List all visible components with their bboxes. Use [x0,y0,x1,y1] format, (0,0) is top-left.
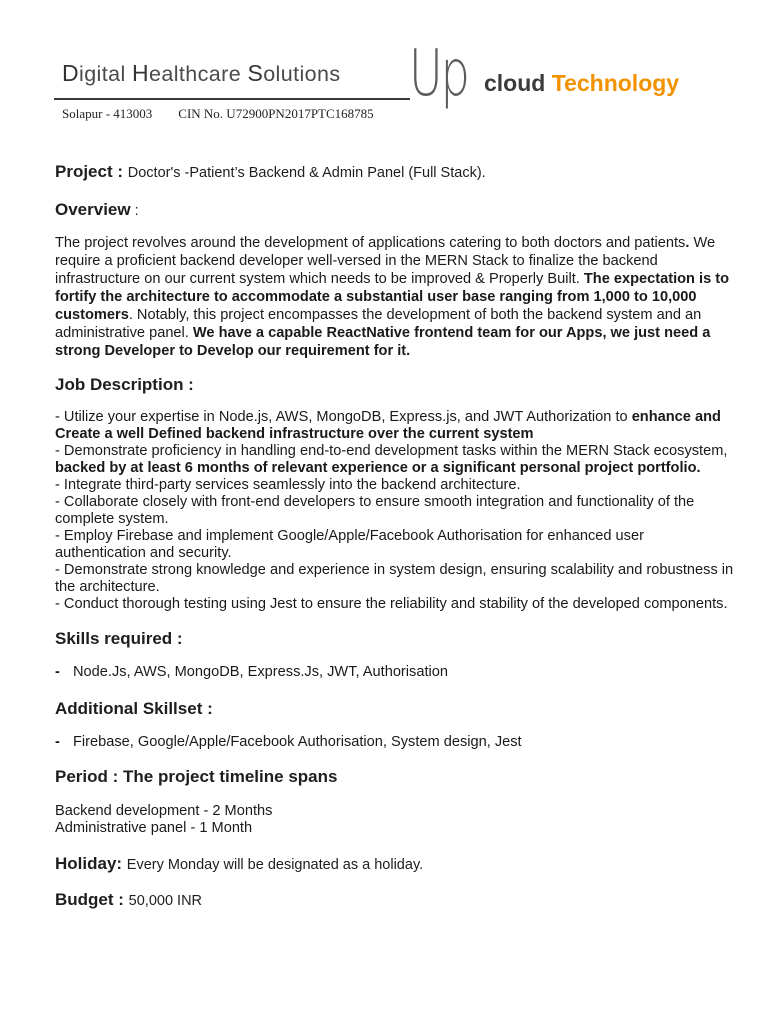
project-heading [55,162,735,182]
additional-skills-heading: Additional Skillset : [55,699,213,718]
address-line [62,106,374,122]
project-label: Project : [55,162,124,181]
cin-number: CIN No. U72900PN2017PTC168785 [178,106,374,121]
holiday-section [55,854,735,874]
body-text: - Demonstrate strong knowledge and experience in system design, ensuring scalability and robustness in the architecture. [55,562,734,595]
budget-heading [55,890,735,910]
job-description-heading: Job Description : [55,375,194,394]
body-text: We require a proficient backend developer well-versed in the MERN Stack to finalize the backend infrastructure on our current system which needs to be improved & Properly Built. [55,235,716,287]
company-name-initial: D [62,60,80,86]
company-name-initial: S [247,60,264,86]
overview-section [55,200,735,360]
skills-heading: Skills required : [55,629,183,648]
job-description-section [55,375,735,613]
body-text: - Collaborate closely with front-end developers to ensure smooth integration and functionality of the complete system. [55,494,695,527]
skills-text: Node.Js, AWS, MongoDB, Express.Js, JWT, Authorisation [73,664,448,680]
list-item [55,733,735,751]
list-item [55,663,735,681]
company-name-part: igital [79,62,133,86]
header-divider [54,98,410,100]
company-name [62,60,341,87]
bold-text: enhance and Create a well Defined backend infrastructure over the current system [55,409,721,442]
body-text: - Utilize your expertise in Node.js, AWS, MongoDB, Express.js, and JWT Authorization to [55,409,632,425]
project-value: Doctor's -Patient’s Backend & Admin Panel (Full Stack). [127,165,486,181]
holiday-value: Every Monday will be designated as a holiday. [126,857,424,873]
body-text: - Demonstrate proficiency in handling end-to-end development tasks within the MERN Stack ecosystem, [55,443,728,459]
budget-section [55,890,735,910]
body-text: - Integrate third-party services seamlessly into the backend architecture. [55,477,521,493]
holiday-heading [55,854,735,874]
overview-heading [55,200,735,220]
logo-wordmark [484,70,679,97]
overview-colon: : [130,203,139,219]
company-name-initial: H [132,60,150,86]
bullet-dash: - [55,734,60,750]
additional-skills-text: Firebase, Google/Apple/Facebook Authorisation, System design, Jest [73,734,522,750]
period-heading: Period : The project timeline spans [55,767,338,786]
overview-paragraph [55,234,735,360]
period-section [55,767,735,837]
bold-text: . [685,235,690,251]
bold-text: We have a capable ReactNative frontend team for our Apps, we just need a strong Developer to Develop our requirement for it. [55,325,711,359]
bold-text: The expectation is to fortify the architecture to accommodate a substantial user base ranging from 1,000 to 10,000 customers [55,271,730,323]
period-line: Backend development - 2 Months [55,803,273,819]
body-text: - Employ Firebase and implement Google/Apple/Facebook Authorisation for enhanced user authentication and security. [55,528,644,561]
budget-value: 50,000 INR [128,893,203,909]
logo-word-technology: Technology [551,70,680,96]
additional-skills-section [55,699,735,751]
company-name-part: ealthcare [149,62,248,86]
body-text: . Notably, this project encompasses the development of both the backend system and an administrative panel. [55,307,702,341]
budget-label: Budget : [55,890,124,909]
logo-word-cloud: cloud [484,70,546,96]
document-body [55,162,735,925]
job-description-list [55,409,735,613]
logo-mark: Up [409,37,468,111]
overview-label: Overview [55,200,131,219]
bullet-dash: - [55,664,60,680]
company-name-part: olutions [263,62,341,86]
period-line: Administrative panel - 1 Month [55,820,253,836]
bold-text: backed by at least 6 months of relevant experience or a significant personal project portfolio. [55,460,701,476]
letterhead [0,0,768,130]
body-text: - Conduct thorough testing using Jest to ensure the reliability and stability of the developed components. [55,596,728,612]
location: Solapur - 413003 [62,106,153,121]
skills-section [55,629,735,681]
holiday-label: Holiday: [55,854,123,873]
project-section [55,162,735,182]
body-text: The project revolves around the development of applications catering to both doctors and patients [55,235,686,251]
